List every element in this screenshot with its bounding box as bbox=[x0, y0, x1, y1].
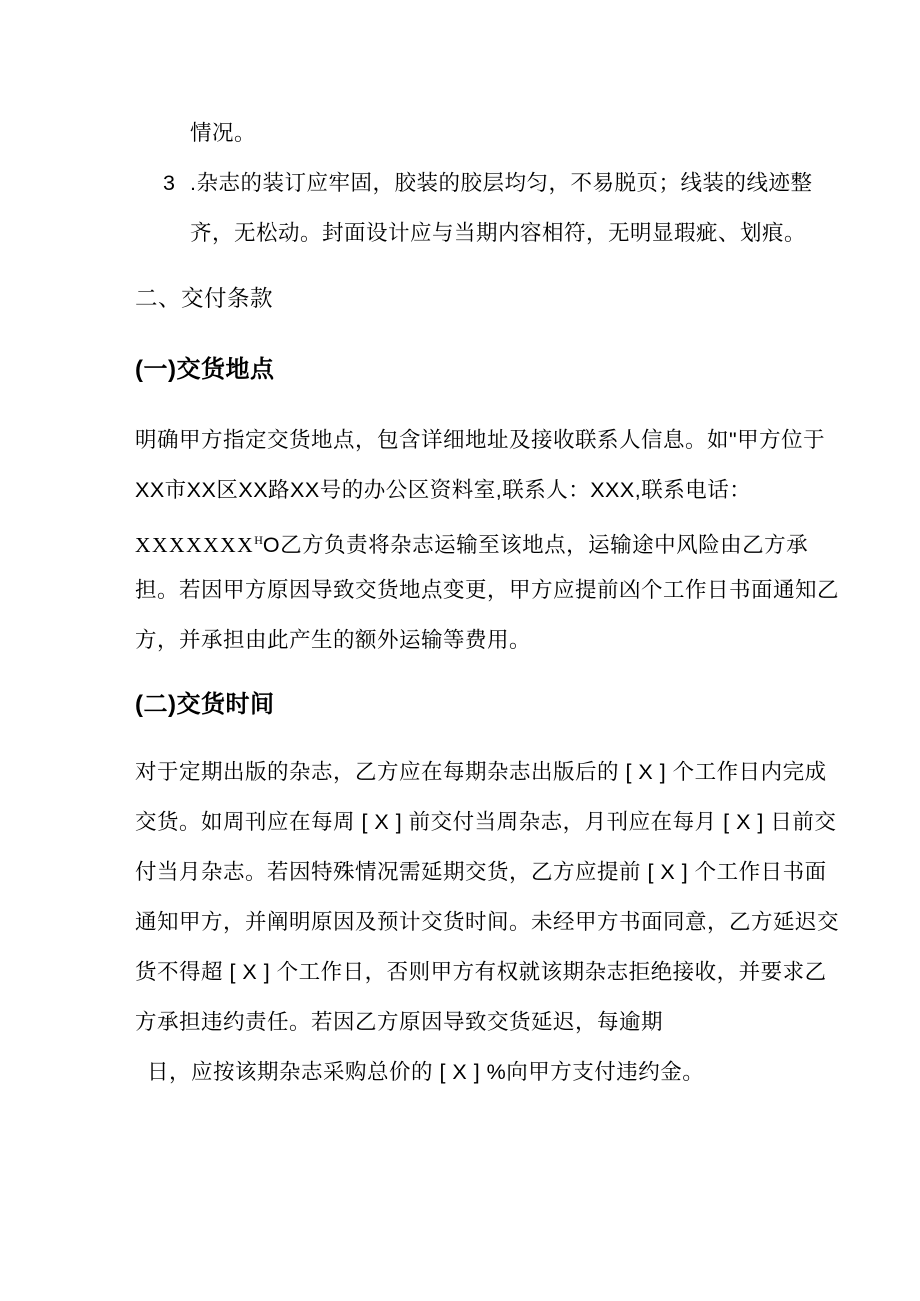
paragraph-delivery-time bbox=[135, 747, 840, 1047]
para2-line1: 对于定期出版的杂志，乙方应在每期杂志出版后的 [ X ] 个工作日内完成 bbox=[135, 760, 827, 784]
para2-line3: 付当月杂志。若因特殊情况需延期交货，乙方应提前 [ X ] 个工作日书面 bbox=[135, 860, 827, 884]
list-item-3 bbox=[135, 158, 813, 208]
list-item-2-continuation: 情况。 bbox=[190, 121, 257, 145]
para1-line4: 担。若因甲方原因导致交货地点变更，甲方应提前凶个工作日书面通知乙 bbox=[135, 578, 840, 602]
section-heading-delivery-terms: 二、交付条款 bbox=[135, 286, 274, 311]
subsection-2-heading-delivery-time: (二)交货时间 bbox=[135, 691, 275, 718]
subsection-1-heading-delivery-location: (一)交货地点 bbox=[135, 356, 275, 383]
paragraph-delivery-location bbox=[135, 415, 840, 665]
para1-line1: 明确甲方指定交货地点，包含详细地址及接收联系人信息。如"甲方位于 bbox=[135, 428, 826, 452]
para2-line4: 通知甲方，并阐明原因及预计交货时间。未经甲方书面同意，乙方延迟交 bbox=[135, 910, 840, 934]
para1-line3-rest: O乙方负责将杂志运输至该地点，运输途中风险由乙方承 bbox=[262, 533, 809, 558]
para1-line5: 方，并承担由此产生的额外运输等费用。 bbox=[135, 628, 532, 652]
para2-line2: 交货。如周刊应在每周 [ X ] 前交付当周杂志，月刊应在每月 [ X ] 日前交 bbox=[135, 810, 837, 834]
para1-line3-superscript: H bbox=[254, 533, 263, 547]
list-item-3-number: 3 bbox=[163, 171, 176, 195]
para2-line6: 方承担违约责任。若因乙方原因导致交货延迟，每逾期 bbox=[135, 1010, 664, 1034]
para2-line5: 货不得超 [ X ] 个工作日，否则甲方有权就该期杂志拒绝接收，并要求乙 bbox=[135, 960, 827, 984]
closing-penalty-line: 日，应按该期杂志采购总价的 [ X ] %向甲方支付违约金。 bbox=[147, 1060, 705, 1084]
para1-line3 bbox=[135, 515, 810, 565]
list-item-3-continuation: 齐，无松动。封面设计应与当期内容相符，无明显瑕疵、划痕。 bbox=[190, 221, 807, 245]
para1-line2: XX市XX区XX路XX号的办公区资料室,联系人：XXX,联系电话： bbox=[135, 478, 752, 502]
list-item-3-text: .杂志的装订应牢固，胶装的胶层均匀，不易脱页；线装的线迹整 bbox=[190, 171, 813, 195]
para1-line3-x-run: XXXXXXX bbox=[135, 533, 255, 558]
